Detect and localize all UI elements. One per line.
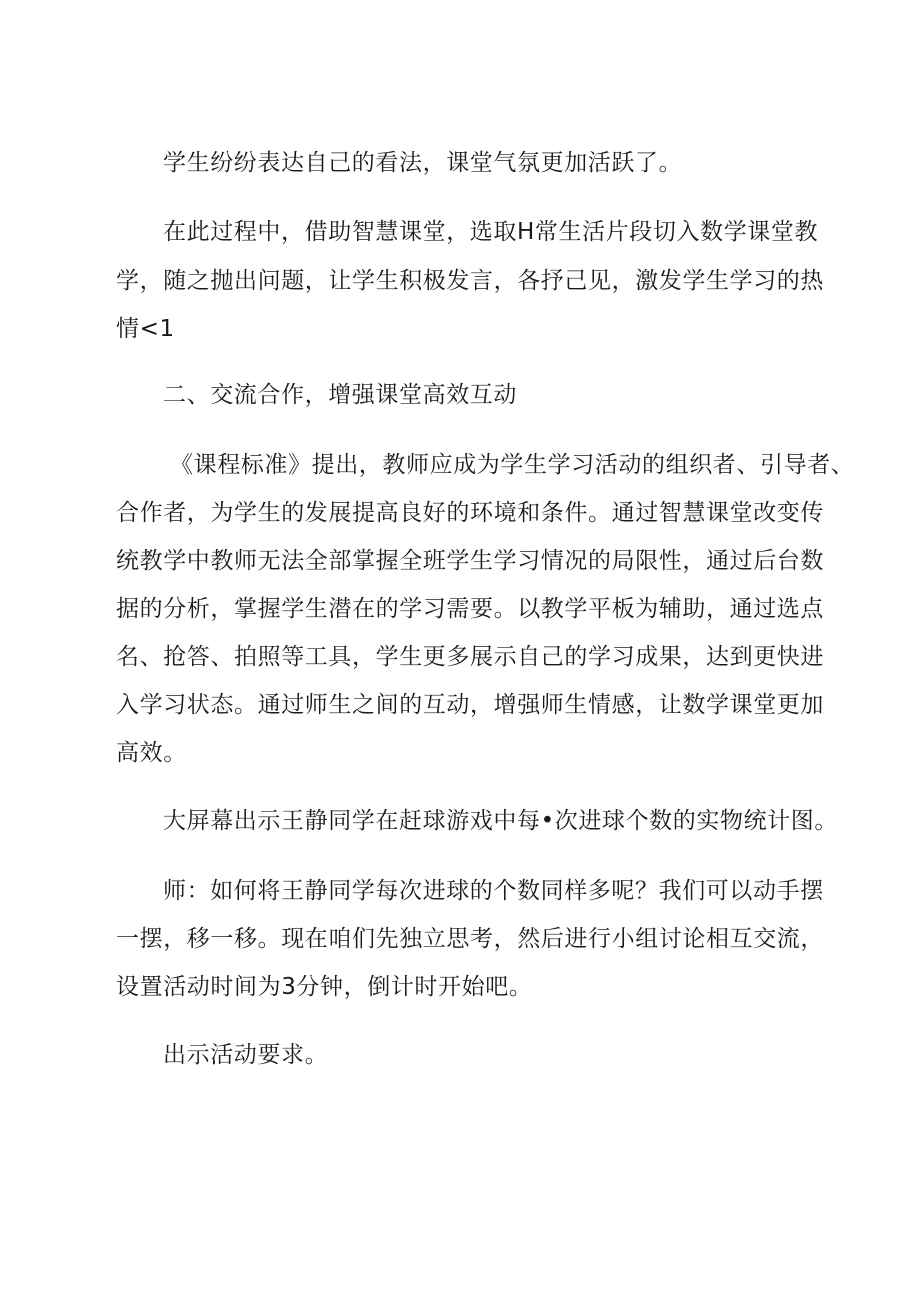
paragraph-4-line-2: 合作者，为学生的发展提高良好的环境和条件。通过智慧课堂改变传 <box>116 500 824 526</box>
paragraph-6-line-1: 师：如何将王静同学每次进球的个数同样多呢？我们可以动手摆 <box>163 878 824 904</box>
paragraph-4-line-5: 名、抢答、拍照等工具，学生更多展示自己的学习成果，达到更快进 <box>116 644 824 670</box>
paragraph-4-line-3: 统教学中教师无法全部掌握全班学生学习情况的局限性，通过后台数 <box>116 548 824 574</box>
paragraph-6-line-2: 一摆，移一移。现在咱们先独立思考，然后进行小组讨论相互交流， <box>116 926 824 952</box>
paragraph-4-line-7: 高效。 <box>116 740 187 766</box>
paragraph-5-line-1: 大屏幕出示王静同学在赶球游戏中每•次进球个数的实物统计图。 <box>163 808 838 834</box>
paragraph-4-line-1: 《课程标准》提出，教师应成为学生学习活动的组织者、引导者、 <box>170 452 855 478</box>
paragraph-4-line-6: 入学习状态。通过师生之间的互动，增强师生情感，让数学课堂更加 <box>116 692 824 718</box>
paragraph-6-line-3: 设置活动时间为3分钟，倒计时开始吧。 <box>116 974 533 1000</box>
paragraph-4-line-4: 据的分析，掌握学生潜在的学习需要。以教学平板为辅助，通过选点 <box>116 596 824 622</box>
paragraph-1-line-1: 学生纷纷表达自己的看法，课堂气氛更加活跃了。 <box>163 150 683 176</box>
paragraph-2-line-3: 情<1 <box>116 316 175 342</box>
paragraph-2-line-2: 学，随之抛出问题，让学生积极发言，各抒己见，激发学生学习的热 <box>116 268 824 294</box>
section-heading: 二、交流合作，增强课堂高效互动 <box>163 382 517 408</box>
paragraph-2-line-1: 在此过程中，借助智慧课堂，选取H常生活片段切入数学课堂教 <box>163 219 819 245</box>
paragraph-7-line-1: 出示活动要求。 <box>163 1042 329 1068</box>
